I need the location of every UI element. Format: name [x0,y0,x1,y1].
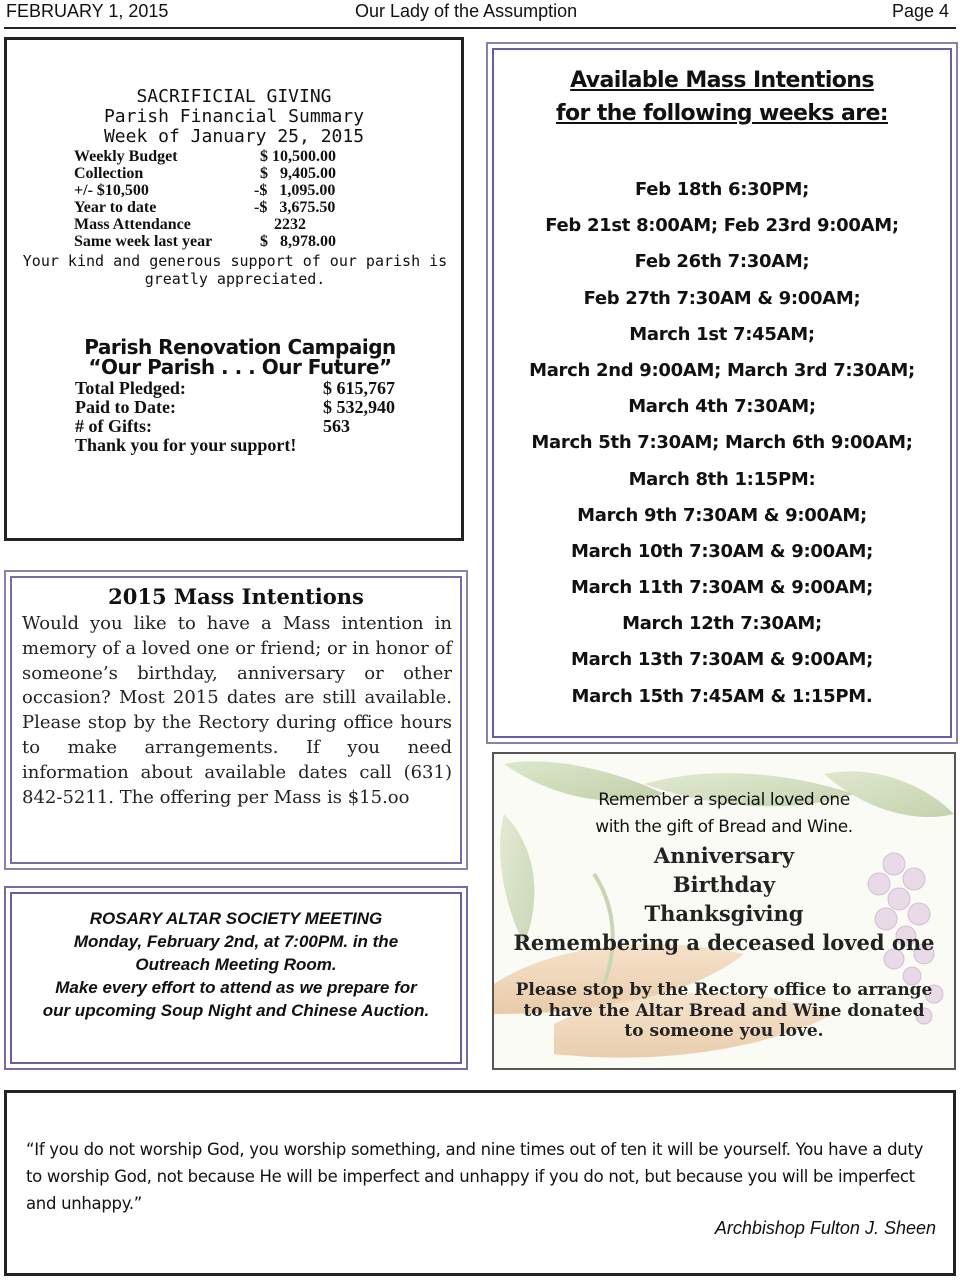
occasion-item: Remembering a deceased loved one [513,930,935,955]
available-date: Feb 26th 7:30AM; [634,251,810,273]
header-parish-name: Our Lady of the Assumption [355,1,578,21]
bread-line-1: Remember a special loved one [598,790,850,810]
available-date: Feb 27th 7:30AM & 9:00AM; [583,287,861,309]
header-rule [4,27,956,29]
available-date: March 13th 7:30AM & 9:00AM; [571,649,873,671]
campaign-label: Paid to Date: [75,397,176,417]
available-date: March 2nd 9:00AM; March 3rd 7:30AM; [529,359,915,381]
campaign-thanks-text: Thank you for your support! [75,435,297,455]
available-date: March 8th 1:15PM: [628,468,816,490]
giving-title-1: SACRIFICIAL GIVING [136,86,332,107]
rosary-notice [18,907,454,1022]
finance-label: Same week last year [74,233,213,250]
finance-value: 2232 [274,216,306,233]
finance-value: $ 8,978.00 [260,233,336,250]
rosary-line-2: Monday, February 2nd, at 7:00PM. in the [73,932,399,951]
campaign-title-2: “Our Parish . . . Our Future” [88,355,392,379]
header-date: FEBRUARY 1, 2015 [6,1,169,21]
available-date: March 9th 7:30AM & 9:00AM; [577,504,867,526]
available-title-1: Available Mass Intentions [570,68,874,93]
giving-note-1: Your kind and generous support of our parish is [22,252,448,270]
available-date: March 5th 7:30AM; March 6th 9:00AM; [531,432,913,454]
available-title-2: for the following weeks are: [556,101,888,126]
bread-foot-2: to have the Altar Bread and Wine donated [523,1000,925,1021]
bread-line-2: with the gift of Bread and Wine. [595,817,853,837]
giving-note-2: greatly appreciated. [144,270,326,288]
available-date: March 15th 7:45AM & 1:15PM. [571,685,873,707]
page-header [0,0,960,24]
bread-foot-3: to someone you love. [624,1021,824,1041]
intentions-body: Would you like to have a Mass intention in memory of a loved one or friend; or in honor of someone’s birthday, anniversary or other occasion? Most 2015 dates are still available. Please stop by the Rectory during office hours to make arrangements. If you need information about available dates call (631) 842-5211. The offering per Mass is $15.oo [22,613,452,808]
rosary-line-3: Outreach Meeting Room. [135,955,337,974]
header-page-number: Page 4 [892,1,950,21]
available-date: March 4th 7:30AM; [628,396,816,418]
campaign-label: # of Gifts: [75,416,152,436]
rosary-line-4: Make every effort to attend as we prepare for [55,978,417,997]
occasion-item: Anniversary [653,843,795,868]
rosary-line-5: our upcoming Soup Night and Chinese Auction. [42,1001,430,1020]
campaign-value: $ 532,940 [323,397,395,417]
available-date: Feb 18th 6:30PM; [635,179,809,200]
occasion-item: Birthday [672,872,776,897]
finance-label: Mass Attendance [74,216,191,233]
finance-value: $ 10,500.00 [260,148,336,165]
quote-attribution: Archbishop Fulton J. Sheen [714,1218,936,1238]
giving-title-2: Parish Financial Summary [103,106,365,127]
campaign-title-1: Parish Renovation Campaign [84,335,396,359]
finance-label: Year to date [74,199,157,216]
campaign-value: 563 [323,416,350,436]
finance-value: -$ 3,675.50 [254,199,336,216]
available-date: March 12th 7:30AM; [622,613,822,635]
available-date: March 11th 7:30AM & 9:00AM; [571,577,873,599]
available-dates-list [486,172,958,715]
giving-title-3: Week of January 25, 2015 [103,126,365,147]
rosary-line-1: ROSARY ALTAR SOCIETY MEETING [89,909,383,928]
campaign-value: $ 615,767 [323,378,395,398]
finance-label: Collection [74,165,144,182]
finance-label: +/- $10,500 [74,182,149,199]
quote-text: “If you do not worship God, you worship something, and nine times out of ten it will be yourself. You have a duty to worship God, not because He will be imperfect and unhappy if you do not, but because you will be imperfect and unhappy.” [26,1140,924,1213]
campaign-label: Total Pledged: [75,378,186,398]
occasion-item: Thanksgiving [644,901,804,926]
finance-value: -$ 1,095.00 [254,182,336,199]
available-date: March 1st 7:45AM; [629,323,815,345]
finance-label: Weekly Budget [74,148,178,165]
bread-foot-1: Please stop by the Rectory office to arrange [515,980,933,1000]
available-date: March 10th 7:30AM & 9:00AM; [571,540,873,562]
intentions-title: 2015 Mass Intentions [108,584,364,609]
available-date: Feb 21st 8:00AM; Feb 23rd 9:00AM; [545,215,899,237]
bread-footer [492,980,956,1042]
bread-occasions [492,841,956,957]
finance-value: $ 9,405.00 [260,165,336,182]
